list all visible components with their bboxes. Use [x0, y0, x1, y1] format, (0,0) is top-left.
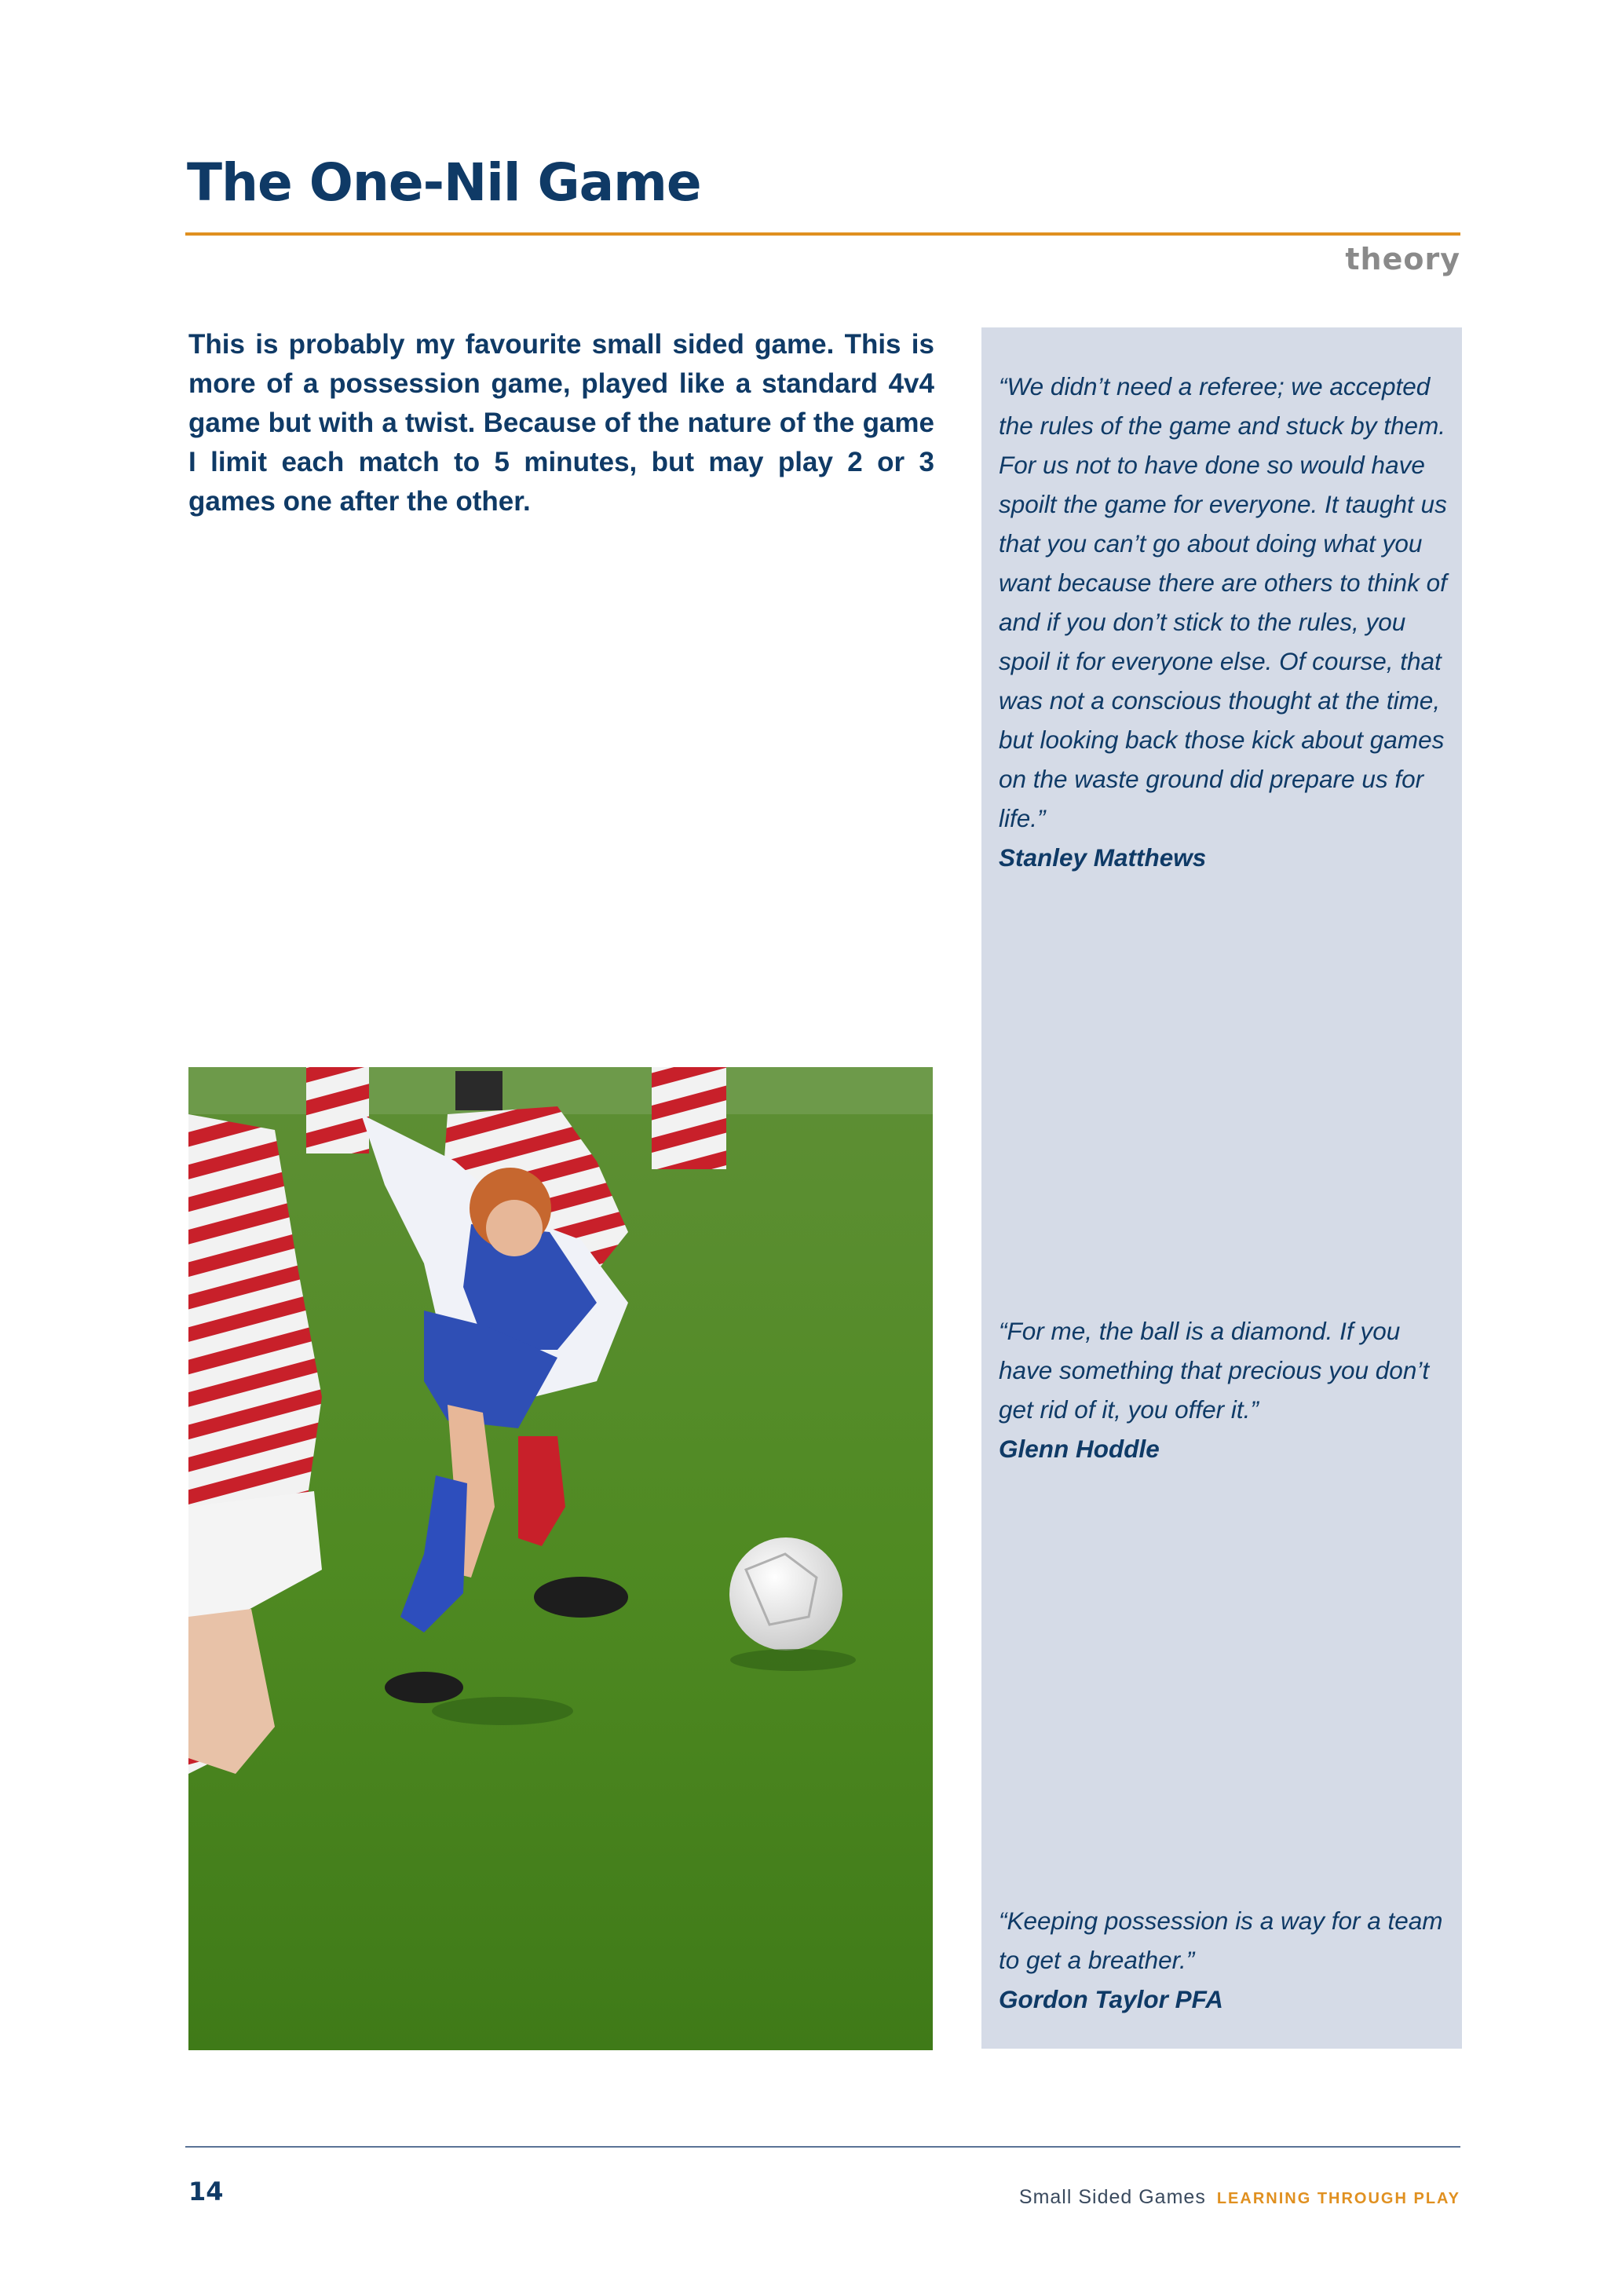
page-number: 14 — [188, 2177, 224, 2206]
footer-publication — [1019, 2186, 1460, 2209]
quote-text: “We didn’t need a referee; we accepted the rules of the game and stuck by them. For us not to have done so would have spoilt the game for everyone. It taught us that you can’t go about doing what you want because there are others to think of and if you don’t stick to the rules, you spoil it for everyone else. Of course, that was not a conscious thought at the time, but looking back those kick about games on the waste ground did prepare us for life.” — [999, 372, 1447, 832]
intro-paragraph: This is probably my favourite small sided game. This is more of a possession game, played like a standard 4v4 game but with a twist. Because of the nature of the game I limit each match to 5 minutes, but may play 2 or 3 games one after the other. — [188, 329, 934, 517]
footer-divider — [185, 2146, 1460, 2148]
title-divider — [185, 232, 1460, 236]
quote-stanley-matthews — [999, 367, 1450, 877]
quote-gordon-taylor — [999, 1901, 1450, 2019]
publication-tagline: LEARNING THROUGH PLAY — [1216, 2190, 1460, 2207]
page-title: The One-Nil Game — [187, 152, 701, 213]
quote-glenn-hoddle — [999, 1311, 1450, 1468]
quote-panel — [981, 327, 1462, 2049]
quote-author: Stanley Matthews — [999, 843, 1207, 872]
quote-text: “For me, the ball is a diamond. If you have something that precious you don’t get rid of it, you offer it.” — [999, 1317, 1430, 1424]
football-photo — [188, 1067, 933, 2050]
quote-author: Gordon Taylor PFA — [999, 1985, 1223, 2013]
quote-text: “Keeping possession is a way for a team to get a breather.” — [999, 1907, 1443, 1974]
publication-title: Small Sided Games — [1018, 2186, 1206, 2208]
section-label: theory — [1345, 242, 1460, 276]
quote-author: Glenn Hoddle — [999, 1435, 1160, 1463]
